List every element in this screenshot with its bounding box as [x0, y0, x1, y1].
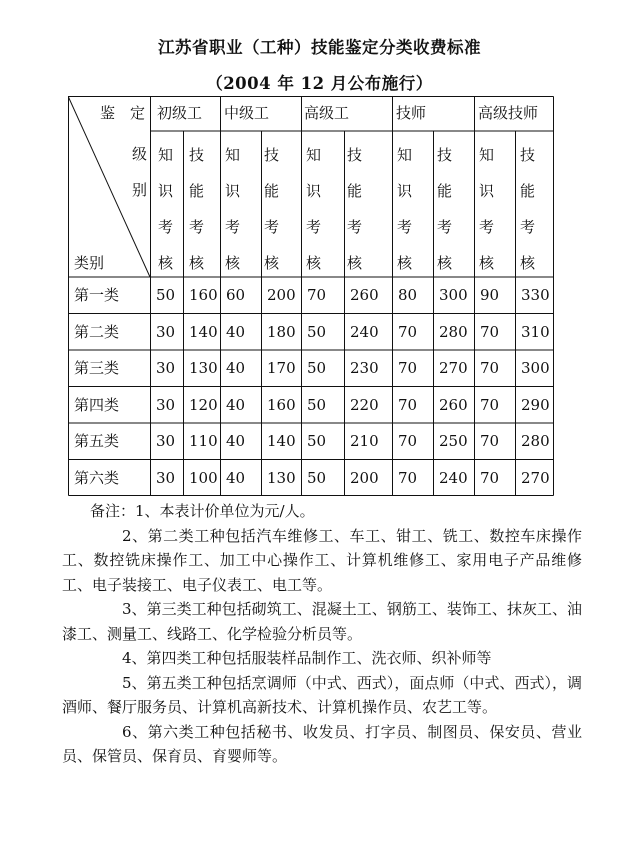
corner-level-char-2: 别 [132, 181, 148, 199]
fee-value: 270 [521, 468, 550, 487]
fee-value: 270 [439, 359, 468, 377]
level-header-advanced: 高级工 [304, 104, 350, 122]
document-subtitle: （2004 年 12 月公布施行） [206, 74, 433, 93]
note-item-1: 1、本表计价单位为元/人。 [135, 502, 315, 520]
subheader-char: 核 [520, 254, 536, 272]
fee-value: 240 [350, 322, 379, 341]
row-category: 第三类 [74, 359, 120, 377]
fee-value: 50 [307, 322, 327, 341]
fee-value: 30 [156, 432, 176, 450]
fee-table [68, 96, 554, 496]
corner-category-label: 类别 [74, 254, 105, 272]
note-item-2: 2、第二类工种包括汽车维修工、车工、钳工、铣工、数控车床操作工、数控铣床操作工、加工中心操作工、计算机维修工、家用电子产品维修工、电子装接工、电子仪表工、电工等。 [62, 526, 582, 594]
fee-value: 330 [521, 286, 550, 304]
notes-section [62, 499, 582, 769]
fee-value: 120 [189, 395, 218, 414]
subheader-char: 能 [264, 182, 280, 200]
subheader-char: 考 [520, 218, 536, 236]
fee-value: 50 [307, 395, 327, 414]
fee-value: 130 [267, 468, 296, 487]
fee-value: 80 [398, 286, 418, 304]
subheader-char: 核 [347, 254, 363, 272]
fee-value: 40 [226, 432, 246, 450]
fee-value: 110 [189, 432, 218, 450]
subheader-char: 能 [437, 182, 453, 200]
subheader-char: 核 [225, 254, 241, 272]
corner-level-label: 鉴 定 [100, 104, 146, 122]
fee-value: 70 [480, 359, 500, 377]
subheader-char: 考 [479, 218, 495, 236]
fee-value: 50 [307, 432, 327, 450]
subheader-char: 考 [189, 218, 205, 236]
subheader-char: 核 [264, 254, 280, 272]
subheader-char: 考 [264, 218, 280, 236]
fee-value: 40 [226, 359, 246, 377]
level-header-intermediate: 中级工 [224, 104, 270, 122]
fee-value: 290 [521, 395, 550, 414]
fee-value: 160 [189, 286, 218, 304]
subheader-char: 知 [479, 146, 495, 164]
row-category: 第二类 [74, 322, 120, 341]
subheader-char: 考 [437, 218, 453, 236]
fee-value: 300 [439, 286, 468, 304]
subheader-char: 能 [347, 182, 363, 200]
subheader-char: 知 [397, 146, 413, 164]
fee-value: 250 [439, 432, 468, 450]
subheader-char: 识 [225, 182, 241, 200]
subheader-char: 核 [306, 254, 322, 272]
level-header-technician: 技师 [396, 104, 427, 122]
fee-value: 70 [398, 395, 418, 414]
fee-value: 30 [156, 468, 176, 487]
subheader-char: 技 [520, 146, 536, 164]
row-category: 第一类 [74, 286, 120, 304]
note-line-1 [62, 499, 582, 524]
fee-value: 30 [156, 322, 176, 341]
notes-label: 备注： [90, 502, 136, 520]
fee-value: 90 [480, 286, 500, 304]
fee-value: 40 [226, 468, 246, 487]
note-item-6: 6、第六类工种包括秘书、收发员、打字员、制图员、保安员、营业员、保管员、保育员、育婴师等。 [62, 722, 582, 765]
fee-value: 30 [156, 359, 176, 377]
subheader-char: 考 [347, 218, 363, 236]
fee-value: 310 [521, 322, 550, 341]
fee-value: 70 [398, 322, 418, 341]
subheader-char: 技 [347, 146, 363, 164]
row-category: 第五类 [74, 432, 120, 450]
fee-value: 50 [307, 468, 327, 487]
subheader-char: 核 [479, 254, 495, 272]
fee-value: 180 [267, 322, 296, 341]
fee-value: 300 [521, 359, 550, 377]
fee-value: 200 [267, 286, 296, 304]
subheader-char: 能 [189, 182, 205, 200]
fee-value: 50 [307, 359, 327, 377]
subheader-char: 技 [189, 146, 205, 164]
fee-value: 40 [226, 322, 246, 341]
fee-value: 70 [398, 468, 418, 487]
fee-value: 280 [521, 432, 550, 450]
fee-value: 260 [350, 286, 379, 304]
subheader-char: 核 [158, 254, 174, 272]
fee-value: 140 [189, 322, 218, 341]
subheader-char: 考 [158, 218, 174, 236]
subheader-char: 识 [397, 182, 413, 200]
fee-value: 70 [480, 395, 500, 414]
fee-value: 140 [267, 432, 296, 450]
subheader-char: 能 [520, 182, 536, 200]
fee-value: 100 [189, 468, 218, 487]
subheader-char: 核 [437, 254, 453, 272]
subheader-char: 技 [264, 146, 280, 164]
note-item-5: 5、第五类工种包括烹调师（中式、西式），面点师（中式、西式），调酒师、餐厅服务员、计算机高新技术、计算机操作员、农艺工等。 [62, 673, 582, 716]
level-header-senior-technician: 高级技师 [478, 104, 539, 122]
subheader-char: 识 [479, 182, 495, 200]
fee-value: 200 [350, 468, 379, 487]
fee-value: 40 [226, 395, 246, 414]
fee-value: 70 [398, 432, 418, 450]
fee-value: 220 [350, 395, 379, 414]
corner-level-char-1: 级 [132, 145, 148, 163]
fee-value: 70 [480, 322, 500, 341]
fee-value: 70 [480, 468, 500, 487]
fee-value: 70 [480, 432, 500, 450]
subheader-char: 核 [397, 254, 413, 272]
document-title: 江苏省职业（工种）技能鉴定分类收费标准 [158, 38, 481, 57]
subheader-char: 考 [306, 218, 322, 236]
subheader-char: 知 [306, 146, 322, 164]
fee-value: 280 [439, 322, 468, 341]
fee-value: 230 [350, 359, 379, 377]
fee-value: 260 [439, 395, 468, 414]
fee-value: 160 [267, 395, 296, 414]
note-item-3: 3、第三类工种包括砌筑工、混凝土工、钢筋工、装饰工、抹灰工、油漆工、测量工、线路工、化学检验分析员等。 [62, 600, 582, 643]
fee-value: 130 [189, 359, 218, 377]
subheader-char: 知 [225, 146, 241, 164]
subheader-char: 知 [158, 146, 174, 164]
fee-value: 210 [350, 432, 379, 450]
subheader-char: 核 [189, 254, 205, 272]
fee-value: 30 [156, 395, 176, 414]
fee-value: 70 [307, 286, 327, 304]
fee-value: 240 [439, 468, 468, 487]
subheader-char: 识 [306, 182, 322, 200]
subheader-char: 技 [437, 146, 453, 164]
row-category: 第四类 [74, 395, 120, 414]
row-category: 第六类 [74, 468, 120, 487]
fee-value: 50 [156, 286, 176, 304]
fee-value: 70 [398, 359, 418, 377]
note-item-4: 4、第四类工种包括服装样品制作工、洗衣师、织补师等 [122, 649, 492, 667]
fee-value: 60 [226, 286, 246, 304]
subheader-char: 识 [158, 182, 174, 200]
level-header-primary: 初级工 [157, 104, 203, 122]
fee-value: 170 [267, 359, 296, 377]
subheader-char: 考 [397, 218, 413, 236]
subheader-char: 考 [225, 218, 241, 236]
